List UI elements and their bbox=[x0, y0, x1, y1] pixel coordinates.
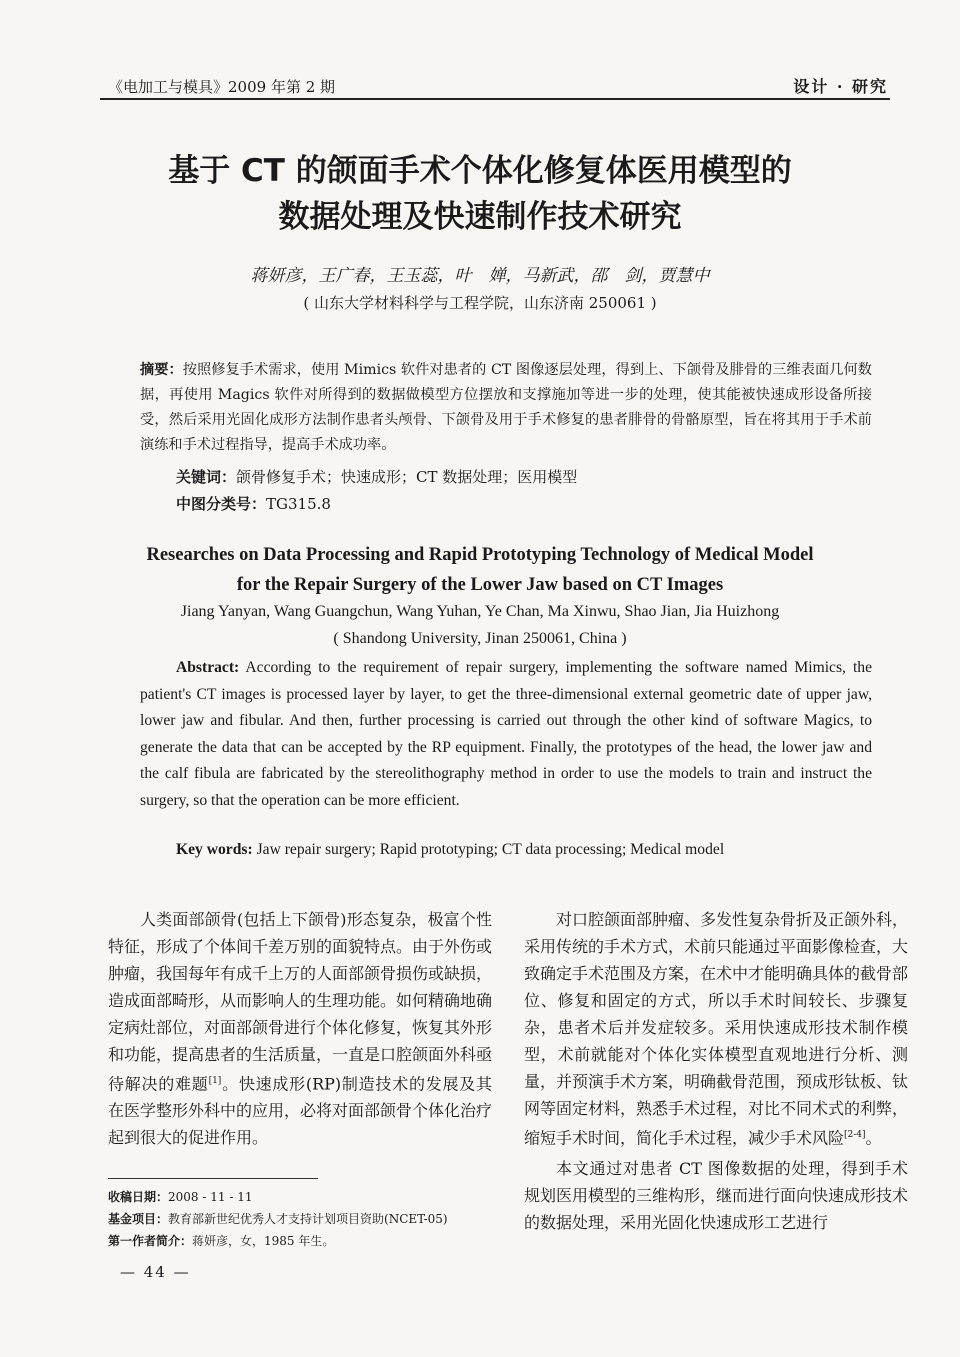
footnote-fund bbox=[108, 1208, 528, 1230]
section-label: 设计 · 研究 bbox=[793, 77, 888, 96]
journal-header: 《电加工与模具》2009 年第 2 期 bbox=[108, 78, 336, 96]
title-line-2: 数据处理及快速制作技术研究 bbox=[278, 199, 682, 235]
body-text: 人类面部颌骨(包括上下颌骨)形态复杂，极富个性特征，形成了个体间千差万别的面貌特点。由于外伤或肿瘤，我国每年有成千上万的人面部颌骨损伤或缺损，造成面部畸形，从而影响人的生理功能。如何精确地确定病灶部位，对面部颌骨进行个体化修复，恢复其外形和功能，提高患者的生活质量，一直是口腔颌面外科亟待解决的难题 bbox=[108, 910, 493, 1094]
footnotes bbox=[108, 1186, 528, 1252]
abstract-en-label: Abstract: bbox=[176, 659, 240, 676]
keywords-cn bbox=[176, 466, 577, 487]
body-text: 。 bbox=[865, 1128, 882, 1148]
abstract-en bbox=[140, 655, 872, 814]
title-line-1: 基于 CT 的颌面手术个体化修复体医用模型的 bbox=[168, 153, 792, 189]
english-title-line-1: Researches on Data Processing and Rapid Prototyping Technology of Medical Model bbox=[146, 545, 814, 565]
keywords-en-label: Key words: bbox=[176, 841, 253, 858]
footnote-label: 收稿日期： bbox=[108, 1190, 169, 1204]
keywords-cn-label: 关键词： bbox=[176, 468, 237, 486]
english-authors: Jiang Yanyan, Wang Guangchun, Wang Yuhan, Ye Chan, Ma Xinwu, Shao Jian, Jia Huizhong bbox=[180, 603, 780, 620]
english-affiliation: ( Shandong University, Jinan 250061, China ) bbox=[333, 630, 627, 647]
footnote-text: 蒋妍彦，女，1985 年生。 bbox=[192, 1234, 335, 1248]
footnote-author bbox=[108, 1230, 528, 1252]
classification-number bbox=[176, 493, 331, 514]
affiliation-cn: ( 山东大学材料科学与工程学院，山东济南 250061 ) bbox=[303, 294, 657, 312]
abstract-en-text: According to the requirement of repair surgery, implementing the software named Mimics, the patient's CT images is processed layer by layer, to get the three-dimensional external geometric date of upper jaw, lower jaw and fibular. And then, further processing is carried out through the other kind of software Magics, to generate the data that can be accepted by the RP equipment. Finally, the prototypes of the head, the lower jaw and the calf fibula are fabricated by the stereolithography method in order to use the models to train and instruct the surgery, so that the operation can be more efficient. bbox=[140, 659, 872, 809]
abstract-cn-label: 摘要： bbox=[140, 362, 183, 378]
page-number: — 44 — bbox=[120, 1263, 191, 1281]
footnote-received bbox=[108, 1186, 528, 1208]
body-left-column bbox=[108, 906, 492, 1151]
footnote-label: 基金项目： bbox=[108, 1212, 169, 1226]
citation-ref: [2-4] bbox=[844, 1130, 866, 1140]
body-text: 。快速成形(RP)制造技术的发展及其在医学整形外科中的应用，必将对面部颌骨个体化治疗起到很大的促进作用。 bbox=[108, 1074, 493, 1148]
keywords-en bbox=[176, 841, 724, 859]
keywords-en-text: Jaw repair surgery; Rapid prototyping; CT data processing; Medical model bbox=[256, 841, 725, 858]
classification-text: TG315.8 bbox=[266, 495, 331, 513]
footnote-divider bbox=[108, 1178, 318, 1179]
classification-label: 中图分类号： bbox=[176, 495, 267, 513]
abstract-cn bbox=[140, 358, 872, 458]
keywords-cn-text: 颌骨修复手术；快速成形；CT 数据处理；医用模型 bbox=[236, 468, 578, 486]
body-paragraph bbox=[524, 906, 908, 1151]
body-paragraph bbox=[108, 906, 492, 1151]
citation-ref: [1] bbox=[208, 1076, 222, 1086]
body-paragraph: 本文通过对患者 CT 图像数据的处理，得到手术规划医用模型的三维构形，继而进行面向快速成形技术的数据处理，采用光固化快速成形工艺进行 bbox=[524, 1159, 909, 1233]
body-text: 对口腔颌面部肿瘤、多发性复杂骨折及正颌外科，采用传统的手术方式，术前只能通过平面影像检查，大致确定手术范围及方案，在术中才能明确具体的截骨部位、修复和固定的方式，所以手术时间较长、步骤复杂，患者术后并发症较多。采用快速成形技术制作模型，术前就能对个体化实体模型直观地进行分析、测量，并预演手术方案，明确截骨范围，预成形钛板、钛网等固定材料，熟悉手术过程，对比不同术式的利弊，缩短手术时间，简化手术过程，减少手术风险 bbox=[524, 910, 909, 1148]
body-right-column bbox=[524, 906, 908, 1236]
english-title-line-2: for the Repair Surgery of the Lower Jaw based on CT Images bbox=[236, 575, 724, 595]
authors-cn: 蒋妍彦，王广春，王玉蕊，叶 婵，马新武，邵 剑，贾慧中 bbox=[250, 266, 710, 286]
footnote-text: 教育部新世纪优秀人才支持计划项目资助(NCET-05) bbox=[168, 1212, 448, 1226]
header-divider bbox=[100, 98, 890, 100]
footnote-text: 2008 - 11 - 11 bbox=[168, 1190, 253, 1204]
footnote-label: 第一作者简介： bbox=[108, 1234, 193, 1248]
abstract-cn-text: 按照修复手术需求，使用 Mimics 软件对患者的 CT 图像逐层处理，得到上、下颌骨及腓骨的三维表面几何数据，再使用 Magics 软件对所得到的数据做模型方位摆放和支撑施加等进一步的处理，使其能被快速成形设备所接受，然后采用光固化成形方法制作患者头颅骨、下颌骨及用于手术修复的患者腓骨的骨骼原型，旨在将其用于手术前演练和手术过程指导，提高手术成功率。 bbox=[140, 362, 872, 453]
